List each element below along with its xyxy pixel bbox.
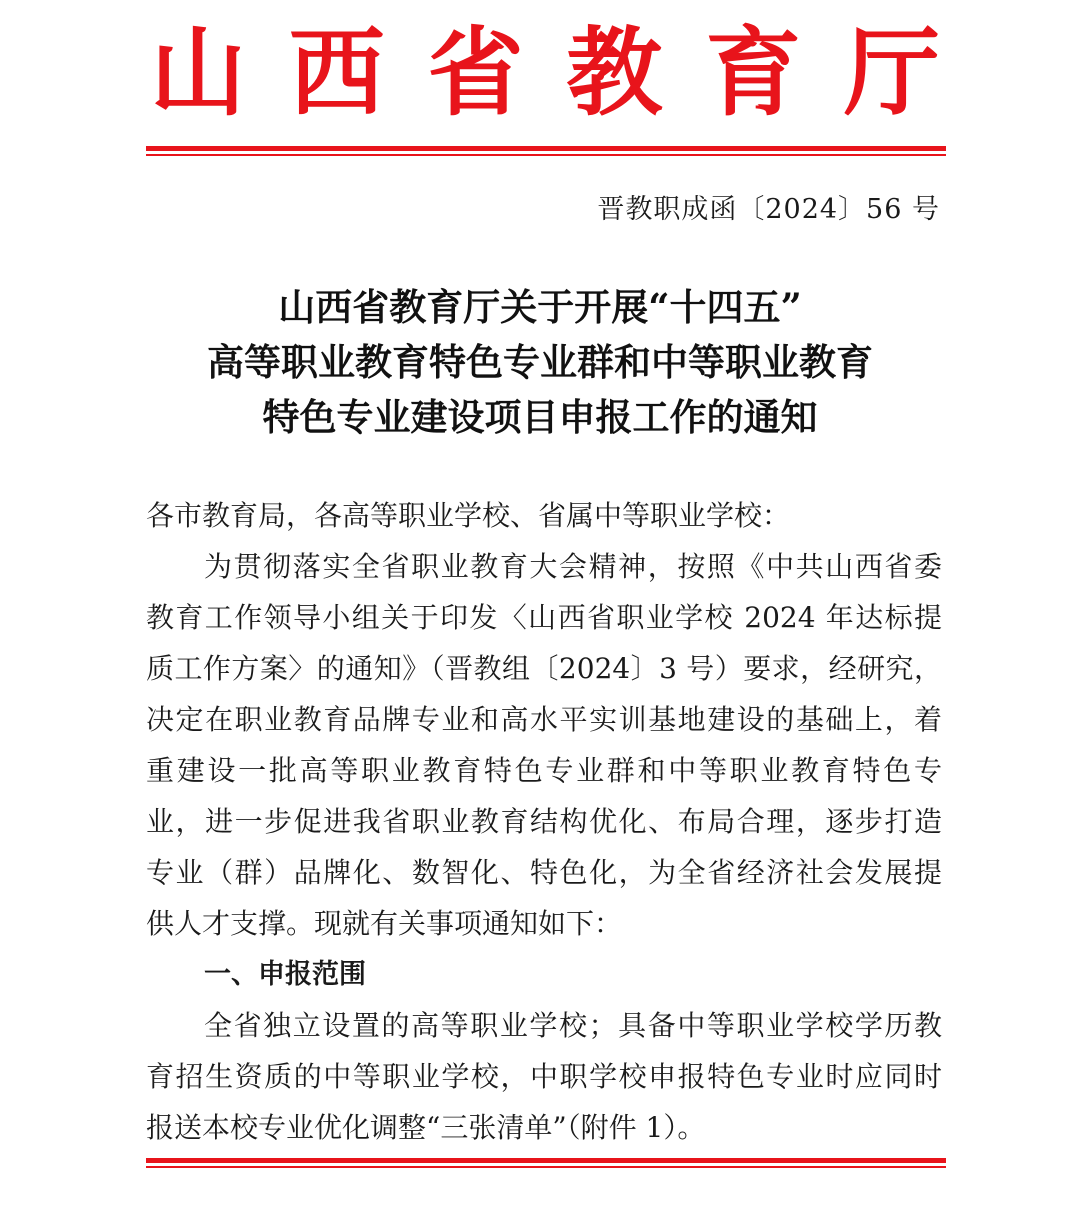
- footer-red-rule: [146, 1158, 946, 1168]
- paragraph-line: 业，进一步促进我省职业教育结构优化、布局合理，逐步打造: [146, 805, 942, 838]
- paragraph-line: 报送本校专业优化调整“三张清单”（附件 1）。: [146, 1111, 706, 1144]
- paragraph-line: 供人才支撑。现就有关事项通知如下：: [146, 907, 623, 940]
- document-title: [140, 280, 940, 445]
- red-rule-thin: [146, 1166, 946, 1168]
- title-line: 特色专业建设项目申报工作的通知: [262, 395, 818, 439]
- addressee: 各市教育局，各高等职业学校、省属中等职业学校：: [146, 499, 791, 532]
- paragraph-line: 重建设一批高等职业教育特色专业群和中等职业教育特色专: [146, 754, 942, 787]
- paragraph-line: 为贯彻落实全省职业教育大会精神，按照《中共山西省委: [204, 550, 942, 583]
- issuer-char: 教: [566, 17, 663, 129]
- header-red-rule: [146, 146, 946, 156]
- red-rule-thick: [146, 1158, 946, 1163]
- title-line: 山西省教育厅关于开展“十四五”: [278, 285, 802, 329]
- title-line: 高等职业教育特色专业群和中等职业教育: [207, 340, 873, 384]
- paragraph-line: 育招生资质的中等职业学校，中职学校申报特色专业时应同时: [146, 1060, 942, 1093]
- red-rule-thick: [146, 146, 946, 151]
- issuer-char: 厅: [843, 17, 940, 129]
- section-heading: 一、申报范围: [204, 959, 366, 990]
- document-number: 晋教职成函〔2024〕56 号: [597, 194, 940, 225]
- paragraph-line: 质工作方案〉的通知》（晋教组〔2024〕3 号）要求，经研究，: [146, 652, 942, 685]
- paragraph-scope: [146, 1000, 942, 1153]
- issuer-char: 西: [288, 17, 385, 129]
- paragraph-intro: [146, 541, 942, 949]
- paragraph-line: 教育工作领导小组关于印发〈山西省职业学校 2024 年达标提: [146, 601, 942, 634]
- issuer-char: 山: [150, 17, 246, 129]
- paragraph-line: 专业（群）品牌化、数智化、特色化，为全省经济社会发展提: [146, 856, 942, 889]
- paragraph-line: 决定在职业教育品牌专业和高水平实训基地建设的基础上，着: [146, 703, 942, 736]
- document-body: [146, 490, 942, 1153]
- red-rule-thin: [146, 154, 946, 156]
- issuer-char: 省: [427, 17, 524, 129]
- issuer-name: [150, 18, 940, 128]
- paragraph-line: 全省独立设置的高等职业学校；具备中等职业学校学历教: [204, 1009, 942, 1042]
- issuer-char: 育: [705, 17, 802, 129]
